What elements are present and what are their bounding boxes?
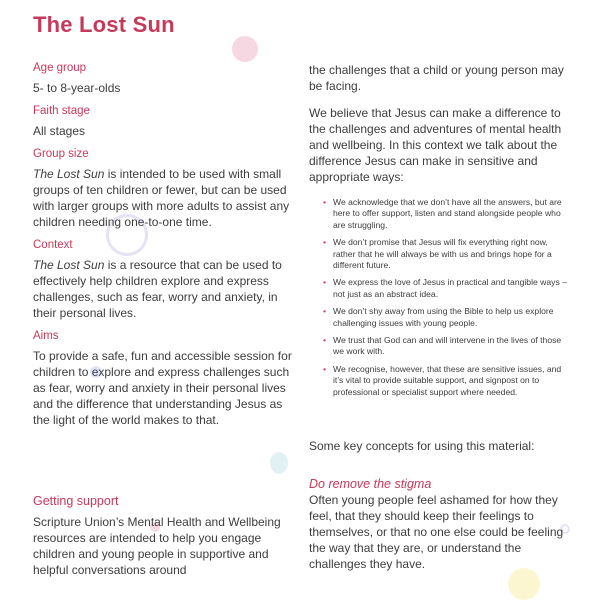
age-group-value: 5- to 8-year-olds — [33, 81, 121, 95]
group-size-label: Group size — [33, 148, 89, 160]
key-concepts-intro: Some key concepts for using this material: — [309, 439, 535, 453]
group-size-text — [33, 166, 295, 230]
list-item: • We don’t shy away from using the Bible to help us explore challenging issues with young people. — [323, 306, 571, 329]
do-remove-stigma-heading: Do remove the stigma — [309, 477, 432, 491]
age-group-label: Age group — [33, 62, 87, 74]
do-remove-stigma-section — [309, 477, 571, 581]
group-size-body: is intended to be used with small groups of ten children or fewer, but can be used with larger groups with more adults to assist any children needing one-to-one time. — [33, 167, 290, 229]
right-column — [309, 62, 571, 404]
faith-stage-label: Faith stage — [33, 105, 90, 117]
decorative-dot — [270, 452, 288, 474]
list-item: • We acknowledge that we don’t have all the answers, but are here to offer support, listen and stand alongside people who are struggling. — [323, 197, 571, 231]
do-remove-stigma-text: Often young people feel ashamed for how they feel, that they should keep their feelings to themselves, or that no one else could be feeling the way that they are, or understand the challenges they have. — [309, 493, 564, 571]
getting-support-text: Scripture Union’s Mental Health and Wellbeing resources are intended to help you engage children and young people in supportive and helpful conversations around — [33, 515, 281, 577]
resource-title: The Lost Sun — [33, 258, 105, 272]
context-body: is a resource that can be used to effectively help children explore and express challenges, such as fear, worry and anxiety, in their personal lives. — [33, 258, 282, 320]
continuation-text: the challenges that a child or young person may be facing. — [309, 63, 564, 93]
list-item: • We trust that God can and will intervene in the lives of those we work with. — [323, 335, 571, 358]
principles-list — [323, 197, 571, 398]
list-item: • We recognise, however, that these are sensitive issues, and it’s vital to provide suitable support, and signpost on to professional or specialist support where needed. — [323, 364, 571, 398]
getting-support-section — [33, 494, 295, 587]
list-item: • We don’t promise that Jesus will fix everything right now, rather that he will always be with us and brings hope for a different future. — [323, 237, 571, 271]
resource-title: The Lost Sun — [33, 167, 105, 181]
decorative-circle — [232, 36, 258, 62]
aims-label: Aims — [33, 330, 59, 342]
aims-text: To provide a safe, fun and accessible session for children to explore and express challenges such as fear, worry and anxiety in their personal lives and the difference that understanding Jesus as the light of the world makes to that. — [33, 349, 292, 427]
left-column — [33, 62, 295, 437]
page-title: The Lost Sun — [33, 12, 175, 37]
getting-support-label: Getting support — [33, 494, 119, 508]
context-text — [33, 257, 295, 321]
list-item: • We express the love of Jesus in practical and tangible ways – not just as an abstract idea. — [323, 277, 571, 300]
faith-stage-value: All stages — [33, 124, 86, 138]
context-label: Context — [33, 239, 73, 251]
belief-text: We believe that Jesus can make a difference to the challenges and adventures of mental health and wellbeing. In this context we talk about the difference Jesus can make in sensitive and appropriate ways: — [309, 106, 562, 184]
